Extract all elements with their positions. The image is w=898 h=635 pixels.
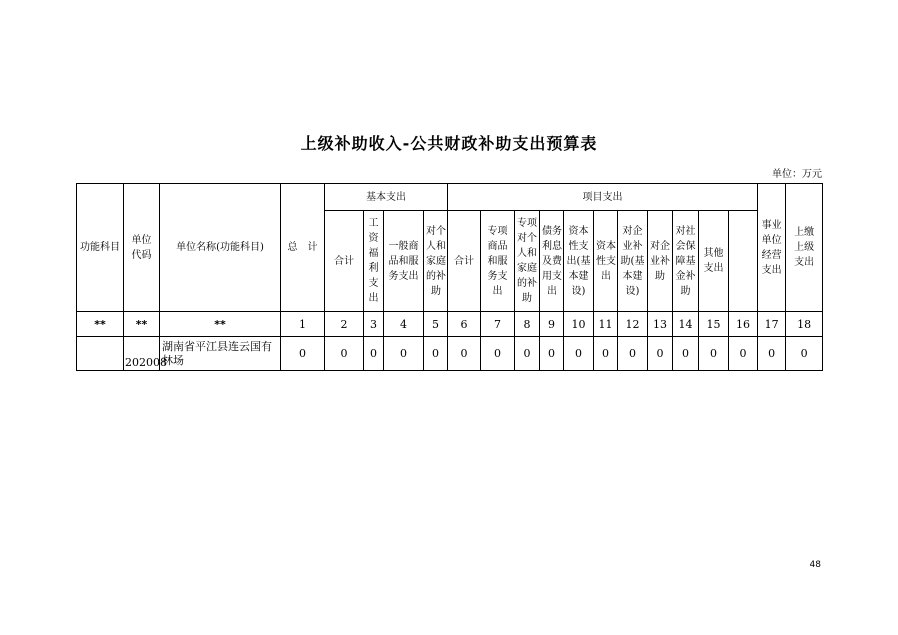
index-cell: 14 (673, 312, 699, 337)
index-cell: 4 (384, 312, 424, 337)
header-proj-other: 其他支出 (699, 211, 729, 312)
value-cell: 0 (515, 337, 540, 371)
index-cell: 5 (424, 312, 448, 337)
index-cell: 10 (564, 312, 594, 337)
unit-label: 单位：万元 (772, 169, 822, 180)
index-cell: 13 (648, 312, 673, 337)
value-cell: 0 (758, 337, 786, 371)
header-basic-group: 基本支出 (325, 184, 448, 211)
index-cell: 16 (729, 312, 758, 337)
index-cell: 11 (594, 312, 618, 337)
value-cell: 0 (384, 337, 424, 371)
index-cell: 12 (618, 312, 648, 337)
header-basic-personal: 对个人和家庭的补助 (424, 211, 448, 312)
value-cell: 0 (448, 337, 481, 371)
header-func-subject: 功能科目 (77, 184, 124, 312)
value-cell: 0 (786, 337, 823, 371)
index-cell: 2 (325, 312, 364, 337)
budget-table (76, 183, 823, 371)
value-cell: 0 (540, 337, 564, 371)
header-proj-enterprise: 对企业补助 (648, 211, 673, 312)
index-cell: 1 (281, 312, 325, 337)
value-cell: 0 (281, 337, 325, 371)
header-proj-enterprise-build: 对企业补助(基本建设) (618, 211, 648, 312)
header-proj-capital: 资本性支出 (594, 211, 618, 312)
index-cell: 3 (364, 312, 384, 337)
value-cell: 0 (729, 337, 758, 371)
value-cell: 0 (424, 337, 448, 371)
value-cell: 0 (673, 337, 699, 371)
value-cell: 0 (648, 337, 673, 371)
index-cell: ** (124, 312, 160, 337)
page-number: 48 (809, 560, 821, 570)
value-cell: 0 (481, 337, 515, 371)
index-cell: 18 (786, 312, 823, 337)
header-proj-debt: 债务利息及费用支出 (540, 211, 564, 312)
header-project-group: 项目支出 (448, 184, 758, 211)
header-total: 总 计 (281, 184, 325, 312)
index-cell: 9 (540, 312, 564, 337)
index-cell: 17 (758, 312, 786, 337)
unit-code-cell: 202008 (124, 337, 160, 371)
func-subject-cell (77, 337, 124, 371)
value-cell: 0 (699, 337, 729, 371)
header-upper-pay: 上缴上级支出 (786, 184, 823, 312)
page-title: 上级补助收入-公共财政补助支出预算表 (300, 134, 598, 153)
header-proj-total: 合计 (448, 211, 481, 312)
value-cell: 0 (594, 337, 618, 371)
value-cell: 0 (564, 337, 594, 371)
header-unit-code: 单位代码 (124, 184, 160, 312)
index-cell: 15 (699, 312, 729, 337)
value-cell: 0 (325, 337, 364, 371)
index-cell: ** (77, 312, 124, 337)
index-cell: 8 (515, 312, 540, 337)
table-row (77, 337, 823, 371)
header-unit-name: 单位名称(功能科目) (160, 184, 281, 312)
index-row (77, 312, 823, 337)
value-cell: 0 (364, 337, 384, 371)
index-cell: 7 (481, 312, 515, 337)
header-proj-social: 对社会保障基金补助 (673, 211, 699, 312)
index-cell: ** (160, 312, 281, 337)
header-basic-wages: 工资福利支出 (364, 211, 384, 312)
header-proj-personal: 专项对个人和家庭的补助 (515, 211, 540, 312)
index-cell: 6 (448, 312, 481, 337)
unit-name-cell: 湖南省平江县连云国有林场 (160, 337, 281, 371)
header-biz-unit: 事业单位经营支出 (758, 184, 786, 312)
value-cell: 0 (618, 337, 648, 371)
header-proj-capital-build: 资本性支出(基本建设) (564, 211, 594, 312)
header-basic-total: 合计 (325, 211, 364, 312)
header-basic-goods: 一般商品和服务支出 (384, 211, 424, 312)
header-proj-goods: 专项商品和服务支出 (481, 211, 515, 312)
